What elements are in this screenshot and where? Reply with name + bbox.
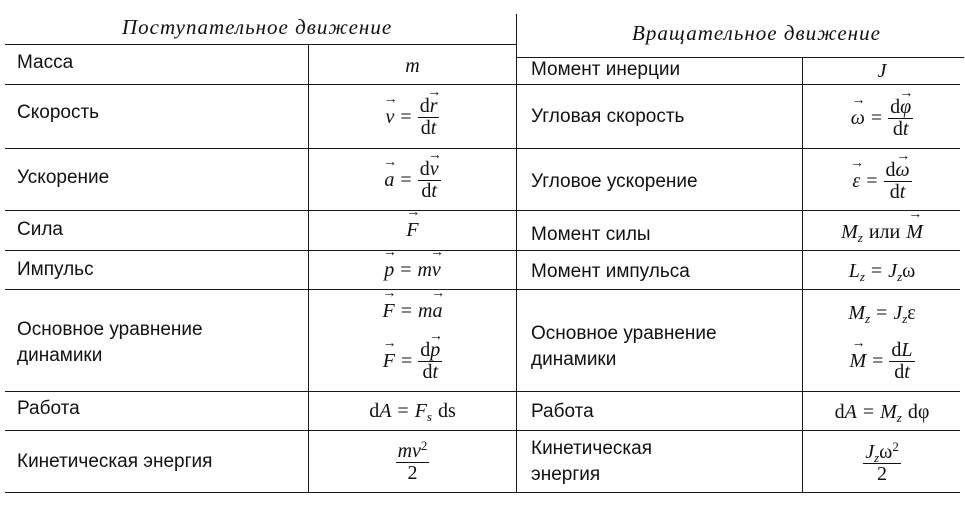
fraction-denominator: dt [421,179,437,202]
label-force: Сила [17,219,63,240]
row-rule [5,210,960,211]
label-angular-momentum: Момент импульса [531,261,690,282]
label-rot-kinetic-energy [531,436,652,488]
label-dynamics-line2: динамики [17,345,103,366]
equals-sign: = [400,168,412,191]
vector-F: F → [406,219,418,242]
vector-M: M → [849,350,866,373]
label-dynamics-equation [17,317,203,369]
vector-p: p → [384,259,394,282]
formula-velocity [309,88,516,146]
translational-header: Поступательное движение [122,15,393,39]
product-mv: mv → [417,259,440,282]
fraction-numerator: dφ → [888,97,913,119]
formula-rot-work [803,396,961,428]
word-or: или [868,220,901,243]
fraction-numerator: dv → [418,159,441,181]
formula-inertia [803,58,961,84]
label-acceleration: Ускорение [17,167,110,188]
differential-dA: dA [834,400,857,423]
equals-sign: = [872,349,884,372]
fraction-dv-dt [418,159,441,202]
fraction-denominator: dt [892,117,909,140]
fraction-numerator: $J_z\omega^2$ [865,438,899,465]
fraction-numerator: dr → [418,96,440,118]
equals-sign: = [400,299,413,322]
product-ma: ma → [418,300,442,323]
fraction-denominator: 2 [407,461,418,484]
vector-F: F → [383,350,395,373]
equals-sign: = [870,106,883,129]
label-rot-kinetic-line2: энергия [531,464,601,485]
equals-sign: = [876,301,888,324]
angular-momentum-Lz: $L_z$ [848,259,865,284]
fraction-mv2-2 [396,437,430,484]
formula-force [309,214,516,246]
label-torque: Момент силы [531,224,651,245]
fraction-dr-dt [418,96,440,139]
center-divider [516,14,517,492]
symbol-J: J [877,59,887,82]
equals-sign: = [400,349,413,372]
fraction-dL-dt [889,340,914,383]
header-rule-left [5,44,516,45]
product-Jz-epsilon: $J_z\varepsilon$ [893,301,916,326]
equals-sign: = [397,399,409,422]
vector-omega: ω → [896,160,910,181]
vector-a: a → [432,300,442,323]
rotational-header: Вращательное движение [632,21,881,45]
product-Jz-omega: $J_z\omega$ [888,259,916,284]
label-kinetic-energy: Кинетическая энергия [17,451,213,472]
equals-sign: = [400,258,412,281]
label-angular-velocity: Угловая скорость [531,106,685,127]
formula-kinetic-energy [309,434,516,490]
formula-momentum [309,254,516,286]
label-dynamics-line1: Основное уравнение [17,319,203,340]
fraction-dphi-dt [888,97,913,140]
symbol-m: m [405,54,420,77]
formula-angular-momentum [803,255,961,287]
formula-rot-kinetic-energy [803,435,961,491]
torque-component-Mz: $M_z$ [841,220,863,245]
fraction-dp-dt [418,340,442,383]
vector-omega: ω → [851,107,865,130]
vector-M: M → [906,221,923,244]
row-rule [5,148,960,149]
row-rule [5,391,960,392]
label-moment-of-inertia: Момент инерции [531,59,681,80]
fraction-Jz-omega2-2 [863,438,901,485]
equals-sign: = [866,169,878,192]
label-rot-work: Работа [531,401,594,422]
force-component-Fs: $F_s$ [414,399,432,424]
vector-phi: φ → [900,97,911,118]
differential-dA: dA [369,399,392,422]
fraction-numerator: dL [891,338,913,361]
formula-newton-second-law [309,296,516,326]
fraction-denominator: dt [422,360,439,383]
formula-work [309,395,516,427]
fraction-numerator: $mv^2$ [397,437,428,462]
row-rule [5,84,960,85]
label-rot-dynamics-line1: Основное уравнение [531,323,717,344]
torque-component-Mz: $M_z$ [880,400,902,425]
torque-component-Mz: $M_z$ [848,301,871,326]
differential-dphi: dφ [907,400,930,423]
label-angular-acceleration: Угловое ускорение [531,171,698,192]
formula-acceleration [309,152,516,208]
fraction-numerator: dp → [418,340,442,362]
fraction-domega-dt [884,160,912,203]
vector-epsilon: ε → [852,170,860,193]
formula-mass [309,52,516,80]
equals-sign: = [862,400,875,423]
vector-p: p → [430,340,440,361]
label-momentum: Импульс [17,259,94,280]
row-rule [5,430,960,431]
fraction-denominator: dt [889,180,906,203]
formula-torque [803,216,961,248]
vector-r: r → [430,96,438,117]
fraction-numerator: dω → [884,160,912,182]
fraction-denominator: 2 [877,462,887,485]
label-rot-dynamics-equation [531,321,717,373]
label-rot-kinetic-line1: Кинетическая [531,438,652,459]
formula-rot-dynamics-scalar [803,298,961,328]
label-rot-dynamics-line2: динамики [531,349,617,370]
row-rule [5,289,960,290]
vector-F: F → [383,300,395,323]
differential-ds: ds [437,399,456,422]
formula-force-dp-dt [309,334,516,388]
bottom-rule [5,492,960,493]
formula-angular-acceleration [803,154,961,208]
vector-v: v → [432,259,441,282]
equals-sign: = [400,105,412,128]
equals-sign: = [870,259,883,282]
row-rule [5,250,960,251]
vector-a: a → [384,169,394,192]
label-work: Работа [17,398,80,419]
label-mass: Масса [17,52,74,73]
label-velocity: Скорость [17,102,100,123]
vector-v: v → [386,106,395,129]
formula-rot-dynamics-vector [803,334,961,388]
vector-v: v → [430,159,439,180]
fraction-denominator: dt [894,360,910,383]
fraction-denominator: dt [420,116,437,139]
formula-angular-velocity [803,90,961,146]
